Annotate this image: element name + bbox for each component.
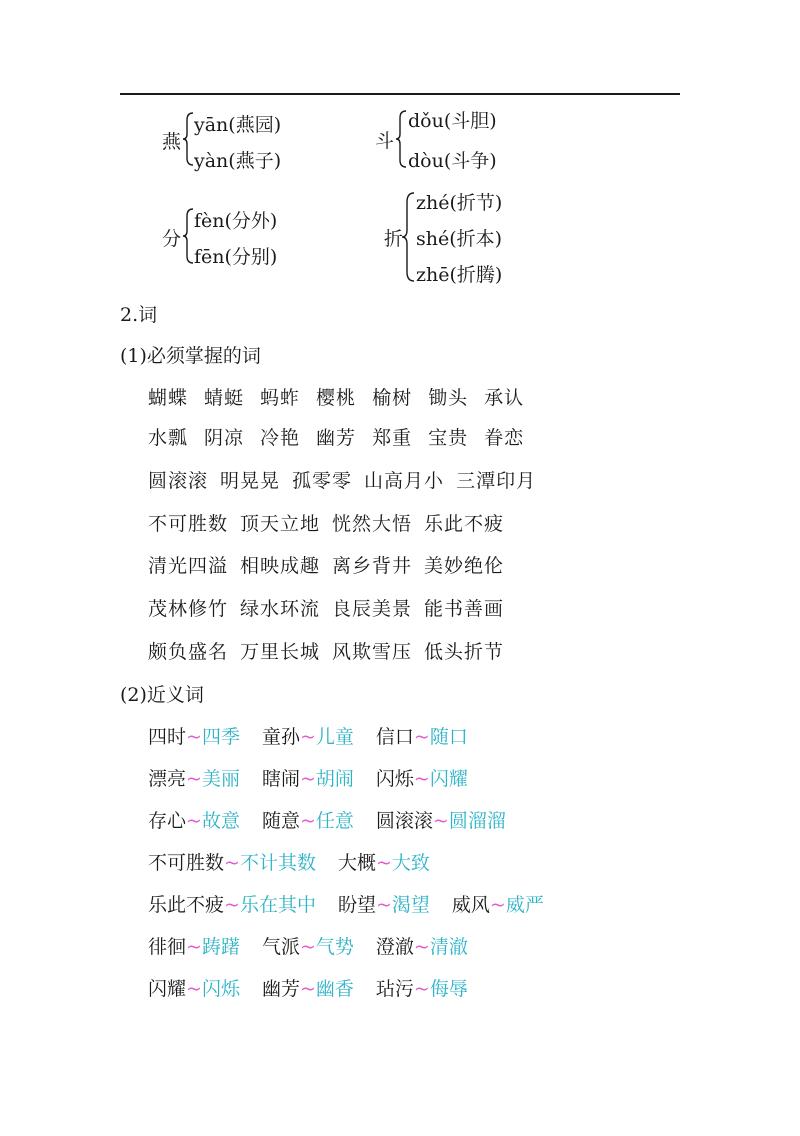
tilde-separator: ~ [413,978,430,1000]
synonym-pair [148,764,240,791]
synonym-pair [262,722,354,749]
polyphone-char: 分 [162,228,182,250]
reading: fēn(分别) [194,246,278,268]
synonym-pair [148,932,240,959]
word: 不可胜数 [148,513,229,535]
synonym-pair [262,932,354,959]
synonym-word: 存心 [148,810,187,832]
word: 乐此不疲 [424,513,505,535]
tilde-separator: ~ [413,768,430,790]
synonym-answer: 踌躇 [201,936,240,958]
word-row [148,637,504,664]
reading: dòu(斗争) [408,150,497,172]
reading: shé(折本) [416,228,503,250]
synonym-row [148,848,430,875]
synonym-row [148,722,468,749]
synonym-row [148,932,468,959]
tilde-separator: ~ [413,726,430,748]
word: 离乡背井 [332,555,413,577]
word: 清光四溢 [148,555,229,577]
synonym-answer: 胡闹 [315,768,354,790]
section-title: 2.词 [120,304,158,326]
tilde-separator: ~ [186,810,202,832]
synonym-word: 四时 [148,726,187,748]
word: 美妙绝伦 [424,555,505,577]
tilde-separator: ~ [299,810,316,832]
synonym-answer: 四季 [201,726,240,748]
tilde-separator: ~ [489,894,506,916]
word-row [148,466,536,493]
synonym-word: 随意 [261,810,300,832]
word-row [148,423,524,450]
subsection-title-synonyms: (2)近义词 [120,684,204,706]
synonym-answer: 任意 [315,810,354,832]
synonym-word: 不可胜数 [148,852,225,874]
synonym-word: 盼望 [337,894,376,916]
word: 蚂蚱 [260,387,301,409]
synonym-pair [148,848,316,875]
reading: yān(燕园) [194,114,282,136]
word: 风欺雪压 [332,641,413,663]
tilde-separator: ~ [299,936,316,958]
synonym-pair [262,974,354,1001]
tilde-separator: ~ [375,852,392,874]
synonym-word: 威风 [451,894,490,916]
synonym-word: 澄澈 [375,936,414,958]
tilde-separator: ~ [299,726,316,748]
synonym-answer: 圆溜溜 [448,810,506,832]
word: 低头折节 [424,641,505,663]
synonym-word: 闪耀 [148,978,187,1000]
synonym-answer: 随口 [429,726,468,748]
word: 能书善画 [424,598,505,620]
synonym-answer: 大致 [391,852,430,874]
synonym-answer: 美丽 [201,768,240,790]
synonym-word: 信口 [375,726,414,748]
tilde-separator: ~ [186,936,202,958]
synonym-word: 大概 [337,852,376,874]
tilde-separator: ~ [186,768,202,790]
synonym-answer: 清澈 [429,936,468,958]
word: 山高月小 [364,470,445,492]
tilde-separator: ~ [299,978,316,1000]
synonym-word: 漂亮 [148,768,187,790]
word: 蝴蝶 [148,387,189,409]
synonym-pair [148,806,240,833]
polyphone-char: 燕 [162,131,182,153]
reading: dǒu(斗胆) [408,110,497,132]
synonym-pair [376,932,468,959]
word: 万里长城 [240,641,321,663]
synonym-answer: 不计其数 [239,852,316,874]
synonym-pair [262,764,354,791]
synonym-pair [452,890,544,917]
synonym-pair [262,806,354,833]
top-rule [120,93,680,95]
synonym-word: 徘徊 [148,936,187,958]
word: 顶天立地 [240,513,321,535]
word: 锄头 [428,387,469,409]
word: 冷艳 [260,427,301,449]
tilde-separator: ~ [224,852,240,874]
word: 相映成趣 [240,555,321,577]
synonym-answer: 幽香 [315,978,354,1000]
tilde-separator: ~ [432,810,449,832]
synonym-answer: 闪耀 [429,768,468,790]
synonym-pair [338,848,430,875]
tilde-separator: ~ [299,768,316,790]
synonym-pair [148,974,240,1001]
polyphone-char: 斗 [375,130,395,152]
synonym-word: 乐此不疲 [148,894,225,916]
synonym-pair [376,974,468,1001]
word-row [148,551,504,578]
word: 水瓢 [148,427,189,449]
brace-icon [182,112,194,166]
synonym-row [148,890,544,917]
tilde-separator: ~ [224,894,240,916]
synonym-row [148,764,468,791]
word: 恍然大悟 [332,513,413,535]
word-row [148,383,524,410]
tilde-separator: ~ [186,726,202,748]
word: 承认 [484,387,525,409]
synonym-answer: 威严 [505,894,544,916]
tilde-separator: ~ [186,978,202,1000]
synonym-row [148,974,468,1001]
synonym-word: 幽芳 [261,978,300,1000]
synonym-answer: 乐在其中 [239,894,316,916]
reading: zhē(折腾) [416,264,503,286]
synonym-row [148,806,506,833]
reading: zhé(折节) [416,192,503,214]
word: 良辰美景 [332,598,413,620]
word: 明晃晃 [220,470,281,492]
synonym-word: 气派 [261,936,300,958]
word: 榆树 [372,387,413,409]
synonym-word: 童孙 [261,726,300,748]
synonym-pair [376,806,506,833]
word: 宝贵 [428,427,469,449]
brace-icon [401,192,415,282]
synonym-answer: 儿童 [315,726,354,748]
word: 颇负盛名 [148,641,229,663]
polyphone-char: 折 [384,228,404,250]
reading: fèn(分外) [194,210,278,232]
synonym-word: 玷污 [375,978,414,1000]
synonym-pair [338,890,430,917]
word: 三潭印月 [456,470,537,492]
synonym-answer: 渴望 [391,894,430,916]
word-row [148,509,504,536]
word-row [148,594,504,621]
word: 幽芳 [316,427,357,449]
synonym-pair [148,722,240,749]
word: 樱桃 [316,387,357,409]
word: 孤零零 [292,470,353,492]
synonym-pair [148,890,316,917]
synonym-pair [376,764,468,791]
word: 眷恋 [484,427,525,449]
synonym-answer: 气势 [315,936,354,958]
word: 茂林修竹 [148,598,229,620]
tilde-separator: ~ [375,894,392,916]
synonym-word: 瞎闹 [261,768,300,790]
synonym-word: 闪烁 [375,768,414,790]
brace-icon [182,208,194,264]
brace-icon [395,110,407,168]
subsection-title-must-words: (1)必须掌握的词 [120,345,261,367]
synonym-answer: 闪烁 [201,978,240,1000]
word: 圆滚滚 [148,470,209,492]
synonym-answer: 侮辱 [429,978,468,1000]
word: 郑重 [372,427,413,449]
reading: yàn(燕子) [194,150,282,172]
synonym-answer: 故意 [201,810,240,832]
synonym-word: 圆滚滚 [375,810,433,832]
word: 蜻蜓 [204,387,245,409]
synonym-pair [376,722,468,749]
tilde-separator: ~ [413,936,430,958]
word: 绿水环流 [240,598,321,620]
word: 阴凉 [204,427,245,449]
